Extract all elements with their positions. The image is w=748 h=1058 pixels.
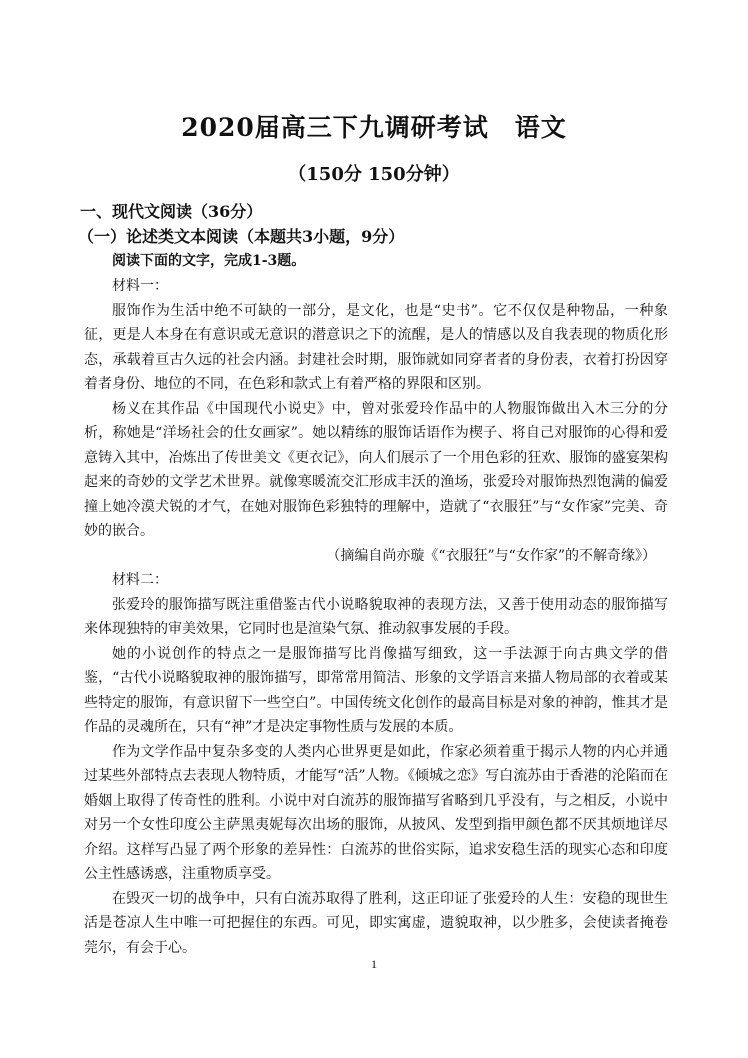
exam-content: [78, 199, 668, 960]
exam-subtitle: （150分 150分钟）: [288, 164, 460, 185]
subsection-heading: （一）论述类文本阅读（本题共3小题，9分）: [78, 227, 405, 246]
section-heading: 一、现代文阅读（36分）: [80, 202, 263, 221]
exam-title: 2020届高三下九调研考试 语文: [181, 113, 567, 142]
page-number: 1: [371, 957, 377, 971]
material-one-source: （摘编自尚亦璇《“衣服狂”与“女作家”的不解奇缘》）: [326, 547, 656, 564]
material-one-paragraph: 杨义在其作品《中国现代小说史》中，曾对张爱玲作品中的人物服饰做出入木三分的分析，称她是“洋场社会的仕女画家”。她以精练的服饰话语作为楔子、将自己对服饰的心得和爱意铸入其中，冶炼出了传世美文《更衣记》，向人们展示了一个用色彩的狂欢、服饰的盛宴架构起来的奇妙的文学艺术世界。就像寒暖流交汇形成丰沃的渔场，张爱玲对服饰热烈饱满的偏爱撞上她冷漠犬锐的才气，在她对服饰色彩独特的理解中，造就了“衣服狂”与“女作家”完美、奇妙的嵌合。: [84, 400, 668, 539]
material-two-label: 材料二：: [112, 572, 168, 588]
material-two-paragraph: 作为文学作品中复杂多变的人类内心世界更是如此，作家必须着重于揭示人物的内心并通过某些外部特点去表现人物特质，才能写“活”人物。《倾城之恋》写白流苏由于香港的沦陷而在婚姻上取得了传奇性的胜利。小说中对白流苏的服饰描写省略到几乎没有，与之相反，小说中对另一个女性印度公主萨黑夷妮每次出场的服饰，从披风、发型到指甲颜色都不厌其烦地详尽介绍。这样写凸显了两个形象的差异性：白流苏的世俗实际，追求安稳生活的现实心态和印度公主性感诱惑，注重物质享受。: [84, 743, 668, 882]
material-two-paragraph: 张爱玲的服饰描写既注重借鉴古代小说略貌取神的表现方法，又善于使用动态的服饰描写来体现独特的审美效果，它同时也是渲染气氛、推动叙事发展的手段。: [84, 596, 668, 637]
material-two-paragraph: 她的小说创作的特点之一是服饰描写比肖像描写细致，这一手法源于向古典文学的借鉴，“古代小说略貌取神的服饰描写，即常常用简洁、形象的文学语言来描人物局部的衣着或某些特定的服饰，有意识留下一些空白”。中国传统文化创作的最高目标是对象的神韵，惟其才是作品的灵魂所在，只有“神”才是决定事物性质与发展的本质。: [84, 645, 668, 735]
reading-instruction: 阅读下面的文字，完成1-3题。: [112, 253, 306, 269]
material-one-label: 材料一：: [112, 278, 168, 294]
material-one-paragraph: 服饰作为生活中绝不可缺的一部分，是文化，也是“史书”。它不仅仅是种物品，一种象征，更是人本身在有意识或无意识的潜意识之下的流醒，是人的情感以及自我表现的物质化形态，承载着亘古久远的社会内涵。封建社会时期，服饰就如同穿者者的身份表，衣着打扮因穿着者身份、地位的不同，在色彩和款式上有着严格的界限和区别。: [84, 302, 668, 392]
material-two-paragraph: 在毁灭一切的战争中，只有白流苏取得了胜利，这正印证了张爱玲的人生：安稳的现世生活是苍凉人生中唯一可把握住的东西。可见，即实寓虚，遗貌取神，以少胜多，会使读者掩卷莞尔，有会于心。: [84, 890, 668, 956]
